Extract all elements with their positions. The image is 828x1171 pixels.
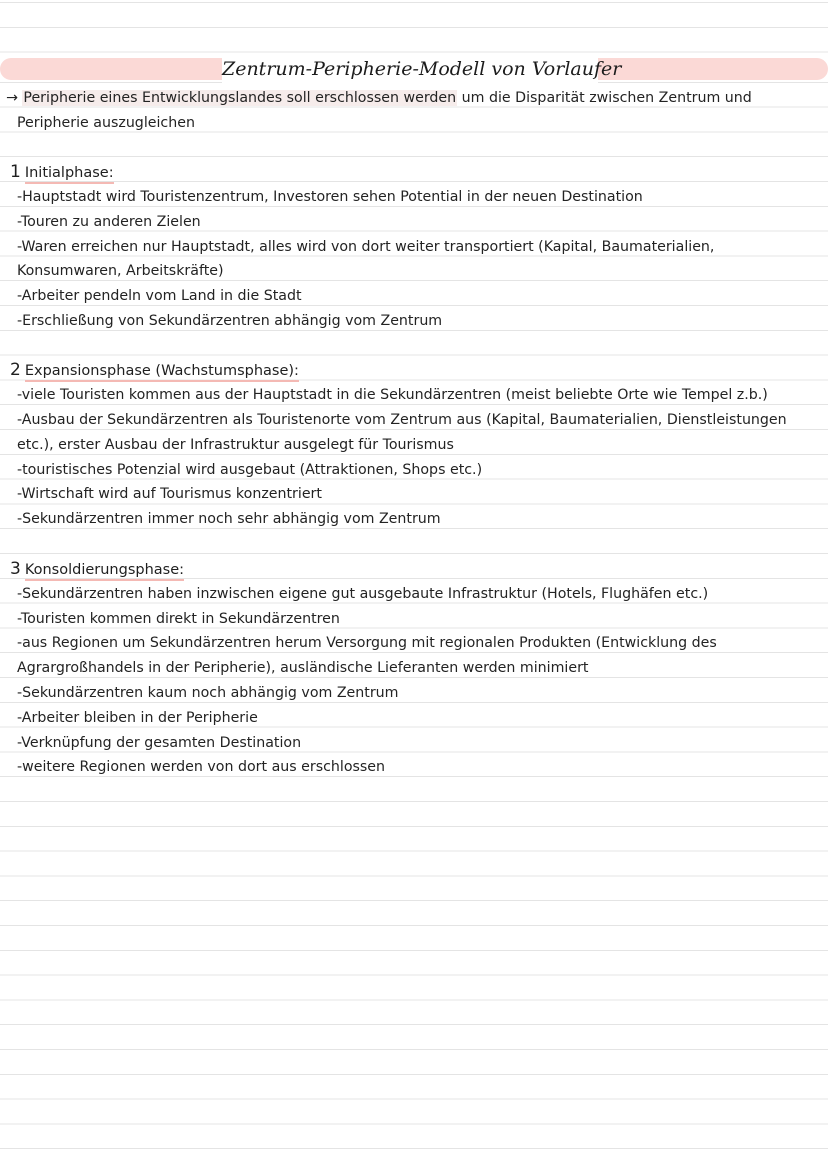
phase-3-line: -Arbeiter bleiben in der Peripherie (17, 710, 258, 726)
phase-3-line: -Touristen kommen direkt in Sekundärzentren (17, 611, 340, 627)
phase-1-line: -Waren erreichen nur Hauptstadt, alles wird von dort weiter transportiert (Kapital, Baumaterialien, (17, 239, 715, 255)
phase-3-line: -weitere Regionen werden von dort aus erschlossen (17, 759, 386, 775)
phase-1-heading (10, 160, 114, 186)
phase-number: 1 (10, 162, 21, 182)
phase-1-line: -Touren zu anderen Zielen (17, 214, 201, 230)
phase-number: 3 (10, 559, 21, 579)
phase-title: Expansionsphase (Wachstumsphase): (25, 363, 299, 382)
phase-3-line: -Sekundärzentren haben inzwischen eigene gut ausgebaute Infrastruktur (Hotels, Flughäfen etc.) (17, 586, 709, 602)
phase-title: Konsoldierungsphase: (25, 562, 184, 581)
phase-number: 2 (10, 360, 21, 380)
phase-3-heading (10, 557, 184, 583)
phase-2-line: -Ausbau der Sekundärzentren als Touristenorte vom Zentrum aus (Kapital, Baumaterialien, Dienstleistungen (17, 412, 787, 428)
phase-1-line: -Arbeiter pendeln vom Land in die Stadt (17, 288, 302, 304)
phase-2-heading (10, 358, 299, 384)
phase-2-line: etc.), erster Ausbau der Infrastruktur ausgelegt für Tourismus (17, 437, 454, 453)
intro-text: um die Disparität zwischen Zentrum und (457, 90, 752, 106)
arrow-icon: → (6, 90, 18, 106)
phase-title: Initialphase: (25, 165, 114, 184)
phase-3-line: Agrargroßhandels in der Peripherie), ausländische Lieferanten werden minimiert (17, 660, 589, 676)
phase-1-line: Konsumwaren, Arbeitskräfte) (17, 263, 224, 279)
intro-highlight: Peripherie eines Entwicklungslandes soll erschlossen werden (23, 90, 457, 106)
intro-line-2: Peripherie auszugleichen (17, 115, 195, 131)
phase-2-line: -Sekundärzentren immer noch sehr abhängig vom Zentrum (17, 511, 441, 527)
phase-3-line: -Sekundärzentren kaum noch abhängig vom Zentrum (17, 685, 399, 701)
intro-line-1 (6, 86, 752, 111)
phase-1-line: -Hauptstadt wird Touristenzentrum, Investoren sehen Potential in der neuen Destination (17, 189, 643, 205)
phase-2-line: -touristisches Potenzial wird ausgebaut (Attraktionen, Shops etc.) (17, 462, 483, 478)
phase-2-line: -viele Touristen kommen aus der Hauptstadt in die Sekundärzentren (meist beliebte Orte wie Tempel z.b.) (17, 387, 768, 403)
phase-3-line: -aus Regionen um Sekundärzentren herum Versorgung mit regionalen Produkten (Entwicklung des (17, 635, 717, 651)
page-title: Zentrum-Peripherie-Modell von Vorlaufer (222, 55, 598, 83)
phase-1-line: -Erschließung von Sekundärzentren abhängig vom Zentrum (17, 313, 443, 329)
phase-2-line: -Wirtschaft wird auf Tourismus konzentriert (17, 486, 322, 502)
phase-3-line: -Verknüpfung der gesamten Destination (17, 735, 302, 751)
